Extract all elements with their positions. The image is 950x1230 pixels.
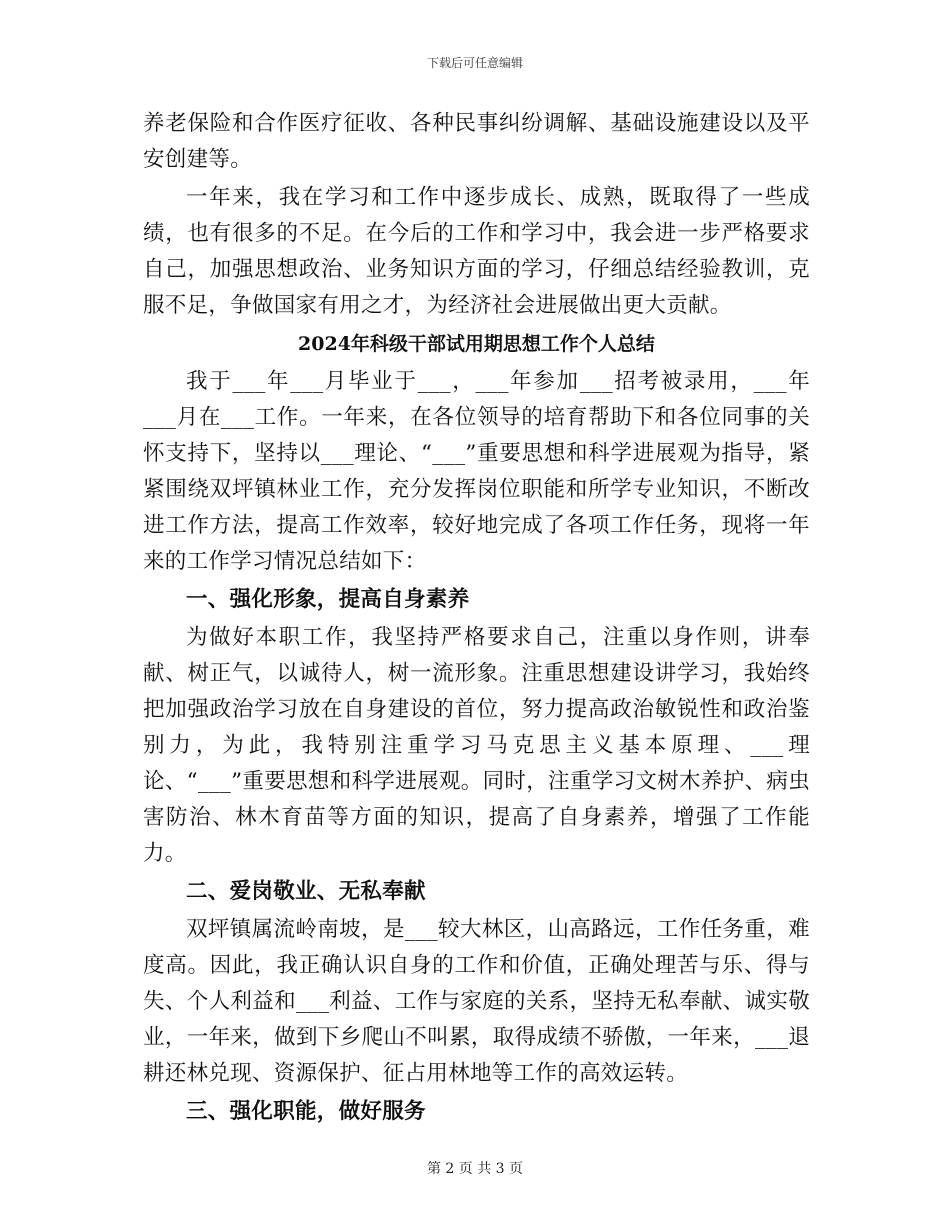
page-footer: 第 2 页 共 3 页 (426, 1161, 524, 1177)
page-header: 下载后可任意编辑 (426, 56, 523, 70)
section-heading-2: 二、爱岗敬业、无私奉献 (186, 879, 426, 904)
intro-paragraph: 我于___年___月毕业于___，___年参加___招考被录用，___年___月在___工作。一年来，在各位领导的培育帮助下和各位同事的关怀支持下，坚持以___理论、“___”重要思想和科学进展观为指导，紧紧围绕双坪镇林业工作，充分发挥岗位职能和所学专业知识，不断改进工作方法，提高工作效率，较好地完成了各项工作任务，现将一年来的工作学习情况总结如下： (143, 369, 810, 574)
section-body-1: 为做好本职工作，我坚持严格要求自己，注重以身作则，讲奉献、树正气，以诚待人，树一流形象。注重思想建设讲学习，我始终把加强政治学习放在自身建设的首位，努力提高政治敏锐性和政治鉴别力，为此，我特别注重学习马克思主义基本原理、___理论、“___”重要思想和科学进展观。同时，注重学习文树木养护、病虫害防治、林木育苗等方面的知识，提高了自身素养，增强了工作能力。 (143, 625, 810, 866)
section-heading-1: 一、强化形象，提高自身素养 (186, 587, 470, 612)
document-title: 2024年科级干部试用期思想工作个人总结 (298, 333, 655, 355)
document-body (143, 106, 810, 1132)
paragraph-continued: 养老保险和合作医疗征收、各种民事纠纷调解、基础设施建设以及平安创建等。 (143, 111, 810, 172)
paragraph-summary: 一年来，我在学习和工作中逐步成长、成熟，既取得了一些成绩，也有很多的不足。在今后的工作和学习中，我会进一步严格要求自己，加强思想政治、业务知识方面的学习，仔细总结经验教训，克服不足，争做国家有用之才，为经济社会进展做出更大贡献。 (143, 185, 810, 318)
section-body-2: 双坪镇属流岭南坡，是___较大林区，山高路远，工作任务重，难度高。因此，我正确认识自身的工作和价值，正确处理苦与乐、得与失、个人利益和___利益、工作与家庭的关系，坚持无私奉献、诚实敬业，一年来，做到下乡爬山不叫累，取得成绩不骄傲，一年来，___退耕还林兑现、资源保护、征占用林地等工作的高效运转。 (143, 917, 810, 1086)
section-heading-3: 三、强化职能，做好服务 (186, 1099, 426, 1124)
